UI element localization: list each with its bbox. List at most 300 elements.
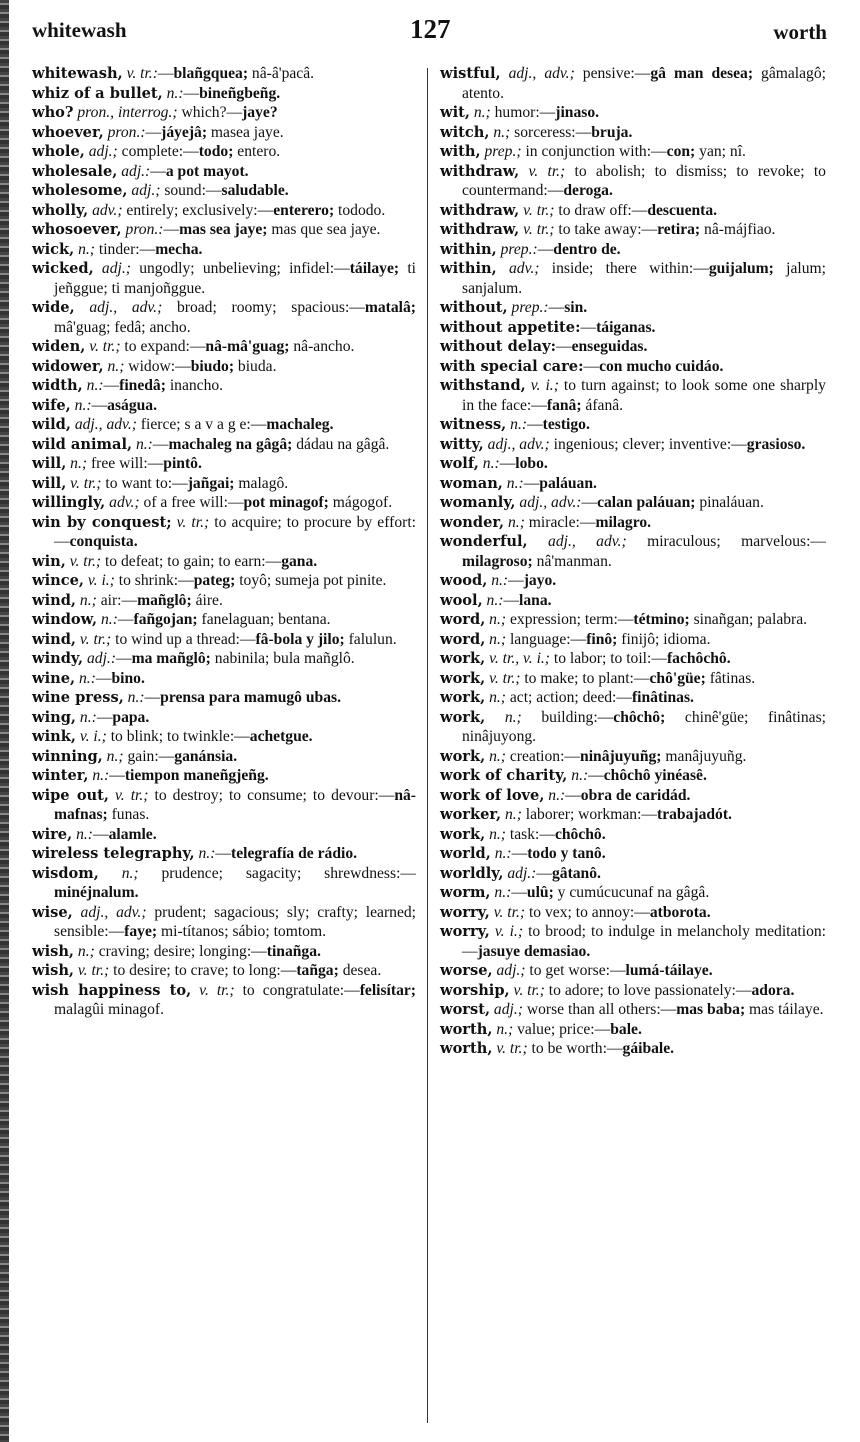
dictionary-entry [32, 435, 416, 455]
equivalent: nâ-mâ'guag; [205, 338, 290, 355]
part-of-speech: pron.: [121, 221, 164, 238]
definition-text: to vex; to annoy:— [525, 903, 650, 921]
definition-text: to get worse:— [525, 962, 626, 979]
definition-text: pinaláuan. [695, 494, 764, 511]
definition-text: — [96, 708, 113, 726]
equivalent: lana. [519, 591, 552, 609]
definition-text: nâ'manman. [532, 552, 612, 570]
dictionary-entry [440, 474, 826, 494]
definition-text: yan; nî. [695, 143, 746, 160]
headword: whosoever, [32, 221, 122, 238]
part-of-speech: v. tr.; [85, 338, 121, 355]
dictionary-entry [440, 864, 826, 884]
definition-text: gain:— [123, 747, 175, 765]
headword: witness, [440, 416, 507, 433]
headword: withdraw, [440, 221, 520, 238]
dictionary-entry [32, 786, 416, 825]
dictionary-entry [32, 103, 416, 123]
equivalent: jáyejâ; [161, 123, 208, 141]
headword: whiz of a bullet, [32, 84, 163, 102]
dictionary-entry [32, 162, 416, 182]
part-of-speech: v. i.; [83, 572, 115, 589]
dictionary-entry [32, 766, 416, 786]
equivalent: aságua. [107, 396, 157, 414]
equivalent: milagro. [595, 513, 652, 531]
equivalent: jinaso. [555, 104, 600, 121]
part-of-speech: n.: [70, 396, 92, 414]
part-of-speech: n.: [162, 84, 184, 102]
headword: work, [440, 747, 486, 765]
part-of-speech: n.: [506, 416, 528, 433]
definition-text: — [536, 864, 552, 882]
definition-text: desea. [338, 962, 382, 979]
part-of-speech: adj.: [117, 162, 151, 180]
definition-text: tododo. [334, 201, 386, 219]
dictionary-entry [440, 766, 826, 786]
page-number: 127 [410, 14, 451, 44]
equivalent: bruja. [591, 123, 633, 141]
part-of-speech: v. tr.; [489, 903, 526, 921]
part-of-speech: adj., adv.; [70, 416, 137, 433]
headword: who? [32, 104, 74, 121]
dictionary-entry [440, 220, 826, 240]
dictionary-entry [440, 981, 826, 1001]
definition-text: miraculous; marvelous:— [626, 533, 826, 550]
part-of-speech: adj., adv.; [74, 299, 163, 316]
definition-text: — [527, 416, 543, 433]
equivalent: gana. [281, 552, 318, 570]
equivalent: con; [666, 143, 696, 160]
part-of-speech: n.: [490, 884, 512, 901]
part-of-speech: v. tr.; [485, 669, 521, 687]
equivalent: achetgue. [249, 728, 313, 745]
definition-text: inancho. [165, 377, 224, 394]
definition-text: mi-títanos; sábio; tomtom. [157, 923, 327, 940]
part-of-speech: n.; [485, 747, 506, 765]
dictionary-entry [440, 103, 826, 123]
definition-text: pensive:— [574, 65, 651, 82]
headword: winning, [32, 747, 103, 765]
headword: wild animal, [32, 435, 133, 453]
equivalent: trabajadót. [657, 806, 732, 823]
part-of-speech: n.; [504, 513, 525, 531]
definition-text: — [150, 162, 166, 180]
headword: widen, [32, 338, 86, 355]
dictionary-entry [32, 552, 416, 572]
definition-text: to labor; to toil:— [550, 650, 667, 667]
equivalent: todo y tanô. [527, 845, 606, 862]
part-of-speech: n.: [478, 455, 500, 472]
part-of-speech: n.; [489, 123, 511, 141]
dictionary-entry [32, 181, 416, 201]
headword: wipe out, [32, 786, 109, 804]
dictionary-entry [440, 747, 826, 767]
part-of-speech: n.; [74, 942, 95, 960]
definition-text: air:— [96, 591, 138, 609]
dictionary-entry [440, 688, 826, 708]
definition-text: mas que sea jaye. [267, 221, 381, 238]
equivalent: tañga; [296, 962, 339, 979]
dictionary-entry [440, 240, 826, 260]
dictionary-entry [32, 864, 416, 903]
definition-text: y cumúcucunaf na gâgâ. [553, 884, 710, 901]
headword: wick, [32, 240, 75, 258]
equivalent: chôchô; [613, 708, 666, 726]
part-of-speech: v. tr.; [519, 221, 555, 238]
part-of-speech: prep.; [480, 143, 522, 160]
definition-text: nâ-â'pacâ. [248, 65, 315, 82]
part-of-speech: v. tr.: [122, 65, 158, 82]
dictionary-entry [440, 825, 826, 845]
headword: womanly, [440, 494, 516, 511]
definition-text: — [95, 669, 112, 687]
part-of-speech: adj., adv.; [527, 533, 627, 550]
part-of-speech: pron.: [103, 123, 146, 141]
headword: without, [440, 299, 508, 316]
part-of-speech: n.: [123, 689, 145, 706]
headword: widower, [32, 357, 104, 375]
part-of-speech: n.; [485, 611, 507, 628]
definition-text: manâjuyuñg. [661, 747, 747, 765]
headword: worry, [440, 923, 490, 940]
headword: withstand, [440, 377, 526, 394]
part-of-speech: n.; [103, 357, 125, 375]
definition-text: ingenious; clever; inventive:— [549, 435, 747, 453]
part-of-speech: n.: [482, 591, 504, 609]
part-of-speech: n.; [485, 708, 522, 726]
dictionary-entry [32, 591, 416, 611]
definition-text: — [555, 338, 572, 355]
definition-text: widow:— [124, 357, 191, 375]
part-of-speech: adv.; [496, 260, 540, 277]
dictionary-entry [32, 474, 416, 494]
definition-text: masea jaye. [207, 123, 284, 141]
headword: within, [440, 260, 497, 277]
part-of-speech: v. tr.; [65, 552, 102, 570]
headword: wisdom, [32, 864, 99, 882]
definition-text: — [116, 650, 132, 667]
definition-text: to abolish; to dismiss; to revoke; to countermand:— [462, 162, 826, 199]
definition-text: to blink; to twinkle:— [106, 728, 250, 745]
definition-text: expression; term:— [506, 611, 634, 628]
dictionary-entry [32, 240, 416, 260]
equivalent: mas baba; [676, 1001, 746, 1018]
part-of-speech: n.: [502, 474, 524, 492]
equivalent: faye; [124, 923, 158, 940]
part-of-speech: n.: [544, 786, 566, 804]
part-of-speech: v. tr.; [509, 981, 545, 999]
definition-text: value; price:— [513, 1020, 611, 1038]
headword: witch, [440, 123, 490, 141]
equivalent: retira; [657, 221, 701, 238]
equivalent: calan paláuan; [597, 494, 696, 511]
equivalent: jaye? [242, 104, 278, 121]
definition-text: humor:— [490, 104, 556, 121]
dictionary-entry [440, 201, 826, 221]
part-of-speech: n.: [487, 572, 509, 589]
dictionary-entry [440, 571, 826, 591]
headword: world, [440, 845, 491, 862]
headword: worry, [440, 903, 490, 921]
definition-text: nâ-ancho. [289, 338, 355, 355]
definition-text: to turn against; to look some one sharply in the face:— [462, 377, 826, 414]
headword: worm, [440, 884, 491, 901]
equivalent: blañgquea; [173, 65, 249, 82]
definition-text: to want to:— [101, 474, 188, 492]
part-of-speech: adj., adv.; [72, 903, 147, 921]
definition-text: fâtinas. [705, 669, 756, 687]
equivalent: guijalum; [708, 260, 774, 277]
headword: wholly, [32, 201, 89, 219]
part-of-speech: v. tr.; [171, 513, 210, 531]
equivalent: ninâjuyuñg; [580, 747, 662, 765]
definition-text: language:— [506, 630, 587, 648]
header-last-word: worth [773, 20, 827, 44]
equivalent: alamle. [108, 825, 157, 843]
equivalent: enseguidas. [571, 338, 648, 355]
equivalent: deroga. [563, 182, 613, 199]
equivalent: felisítar; [359, 981, 416, 999]
equivalent: grasioso. [746, 435, 806, 453]
part-of-speech: n.: [490, 845, 512, 862]
dictionary-entry [440, 298, 826, 318]
part-of-speech: adj.: [83, 650, 117, 667]
headword: without delay: [440, 338, 556, 355]
part-of-speech: n.; [485, 689, 506, 706]
equivalent: minéjnalum. [54, 884, 139, 901]
part-of-speech: v. tr.; [66, 474, 102, 492]
dictionary-entry [440, 454, 826, 474]
equivalent: fañgojan; [133, 611, 198, 628]
dictionary-entry [32, 649, 416, 669]
definition-text: — [580, 318, 597, 336]
definition-text: entero. [233, 143, 281, 160]
dictionary-entry [440, 357, 826, 377]
headword: with, [440, 143, 481, 160]
dictionary-entry [440, 532, 826, 571]
headword: whitewash, [32, 65, 123, 82]
dictionary-entry [440, 903, 826, 923]
part-of-speech: n.; [98, 864, 139, 882]
part-of-speech: n.; [485, 825, 506, 843]
headword: wolf, [440, 455, 479, 472]
headword: wine, [32, 669, 76, 687]
dictionary-entry [32, 357, 416, 377]
definition-text: to destroy; to consume; to devour:— [148, 786, 395, 804]
definition-text: to defeat; to gain; to earn:— [101, 552, 282, 570]
headword: woman, [440, 474, 503, 492]
headword: without appetite: [440, 318, 581, 336]
definition-text: — [103, 377, 120, 394]
headword: work of charity, [440, 767, 568, 784]
dictionary-entry [440, 630, 826, 650]
dictionary-entry [32, 961, 416, 981]
definition-text: falulun. [344, 630, 397, 648]
part-of-speech: n.: [76, 708, 97, 726]
headword: wish, [32, 942, 75, 960]
equivalent: fanâ; [546, 396, 582, 414]
part-of-speech: adj.; [84, 143, 118, 160]
part-of-speech: prep.: [496, 240, 538, 258]
equivalent: fâ-bola y jilo; [255, 630, 345, 648]
definition-text: fierce; s a v a g e:— [136, 416, 267, 433]
headword: winter, [32, 767, 89, 784]
equivalent: sin. [564, 299, 588, 316]
definition-text: áire. [191, 591, 223, 609]
dictionary-entry [32, 376, 416, 396]
equivalent: ulû; [526, 884, 554, 901]
dictionary-entry [32, 64, 416, 84]
headword: will, [32, 455, 67, 472]
dictionary-entry [440, 435, 826, 455]
headword: worse, [440, 962, 493, 979]
definition-text: to make; to plant:— [520, 669, 650, 687]
equivalent: obra de caridád. [580, 786, 691, 804]
headword: work, [440, 669, 486, 687]
headword: whoever, [32, 123, 104, 141]
equivalent: gáibale. [622, 1040, 675, 1057]
definition-text: mas táilaye. [745, 1001, 824, 1018]
part-of-speech: v. tr.; [74, 962, 110, 979]
part-of-speech: adj.; [492, 962, 526, 979]
equivalent: finedâ; [119, 377, 166, 394]
dictionary-entry [32, 825, 416, 845]
definition-text: creation:— [505, 747, 581, 765]
scan-binding-edge [0, 0, 9, 1442]
headword: wireless telegraphy, [32, 845, 195, 862]
headword: wool, [440, 591, 483, 609]
dictionary-entry [440, 786, 826, 806]
headword: worth, [440, 1040, 493, 1057]
dictionary-entry [32, 610, 416, 630]
headword: worker, [440, 806, 502, 823]
definition-text: — [503, 591, 520, 609]
headword: wit, [440, 104, 470, 121]
dictionary-entry [440, 318, 826, 338]
headword: wind, [32, 591, 77, 609]
definition-text: nabinila; bula mañglô. [210, 650, 355, 667]
headword: within, [440, 240, 497, 258]
equivalent: tinañga. [266, 942, 321, 960]
definition-text: mágogof. [328, 494, 393, 511]
definition-text: worse than all others:— [522, 1001, 677, 1018]
dictionary-entry [32, 84, 416, 104]
part-of-speech: n.: [97, 611, 118, 628]
part-of-speech: n.; [76, 591, 97, 609]
equivalent: tiempon maneñgjeñg. [124, 767, 269, 784]
headword: wistful, [440, 65, 501, 82]
equivalent: telegrafía de rádio. [231, 845, 358, 862]
dictionary-entry [440, 844, 826, 864]
definition-text: tinder:— [94, 240, 156, 258]
part-of-speech: pron., interrog.; [73, 104, 178, 121]
equivalent: jañgai; [187, 474, 235, 492]
headword: wind, [32, 630, 77, 648]
equivalent: atborota. [649, 903, 711, 921]
headword: withdraw, [440, 201, 520, 219]
definition-text: jalum; sanjalum. [462, 260, 826, 297]
definition-text: — [583, 357, 600, 375]
definition-text: — [163, 221, 180, 238]
definition-text: biuda. [234, 357, 277, 375]
definition-text: to desire; to crave; to long:— [109, 962, 297, 979]
dictionary-entry [440, 415, 826, 435]
dictionary-entry [32, 454, 416, 474]
headword: wild, [32, 416, 71, 433]
equivalent: gâ man desea; [650, 65, 754, 82]
definition-text: to expand:— [120, 338, 206, 355]
dictionary-entry [32, 337, 416, 357]
part-of-speech: n.; [102, 747, 124, 765]
definition-text: gâmalagô; atento. [462, 65, 826, 102]
part-of-speech: adv.; [88, 201, 123, 219]
equivalent: pateg; [193, 572, 236, 589]
headword: win, [32, 552, 66, 570]
part-of-speech: n.: [567, 767, 589, 784]
definition-text: finijô; idioma. [617, 630, 711, 648]
part-of-speech: n.: [88, 767, 110, 784]
part-of-speech: v. i.; [489, 923, 524, 940]
equivalent: fachôchô. [666, 650, 731, 667]
part-of-speech: n.: [75, 669, 96, 687]
definition-text: — [117, 611, 134, 628]
headword: wire, [32, 825, 73, 843]
definition-text: malagûi minagof. [54, 1001, 164, 1018]
equivalent: biudo; [190, 357, 235, 375]
part-of-speech: n.; [74, 240, 95, 258]
equivalent: pintô. [163, 455, 202, 472]
dictionary-entry [32, 571, 416, 591]
definition-text: — [499, 455, 516, 472]
part-of-speech: n.: [132, 435, 153, 453]
equivalent: enterero; [273, 201, 335, 219]
dictionary-entry [440, 883, 826, 903]
headword: worship, [440, 981, 510, 999]
part-of-speech: n.: [194, 845, 216, 862]
definition-text: prudent; sagacious; sly; crafty; learned; sensible:— [54, 903, 417, 940]
header-first-word: whitewash [32, 18, 127, 42]
part-of-speech: v. tr.; [519, 162, 566, 180]
dictionary-entry [32, 513, 416, 552]
part-of-speech: adj., adv.: [515, 494, 582, 511]
definition-text: to congratulate:— [234, 981, 360, 999]
equivalent: bino. [111, 669, 145, 687]
part-of-speech: adj.; [127, 182, 161, 199]
equivalent: jasuye demasiao. [477, 942, 591, 960]
dictionary-entry [440, 1039, 826, 1059]
headword: withdraw, [440, 162, 520, 180]
headword: wink, [32, 728, 76, 745]
headword: worth, [440, 1020, 493, 1038]
definition-text: craving; desire; longing:— [94, 942, 267, 960]
part-of-speech: n.: [72, 825, 93, 843]
equivalent: machaleg. [266, 416, 334, 433]
definition-text: mâ'guag; fedâ; ancho. [54, 318, 191, 336]
equivalent: mas sea jaye; [179, 221, 268, 238]
definition-text: — [215, 845, 231, 862]
right-column [440, 64, 826, 1059]
definition-text: to wind up a thread:— [111, 630, 256, 648]
part-of-speech: adj., adv.; [483, 435, 550, 453]
part-of-speech: n.; [485, 630, 507, 648]
equivalent: táilaye; [349, 260, 400, 277]
definition-text: — [144, 689, 161, 706]
definition-text: dádau na gâgâ. [292, 435, 390, 453]
definition-text: sinañgan; palabra. [689, 611, 808, 628]
equivalent: bale. [610, 1020, 642, 1038]
equivalent: descuenta. [647, 201, 718, 219]
equivalent: chôchô. [554, 825, 606, 843]
